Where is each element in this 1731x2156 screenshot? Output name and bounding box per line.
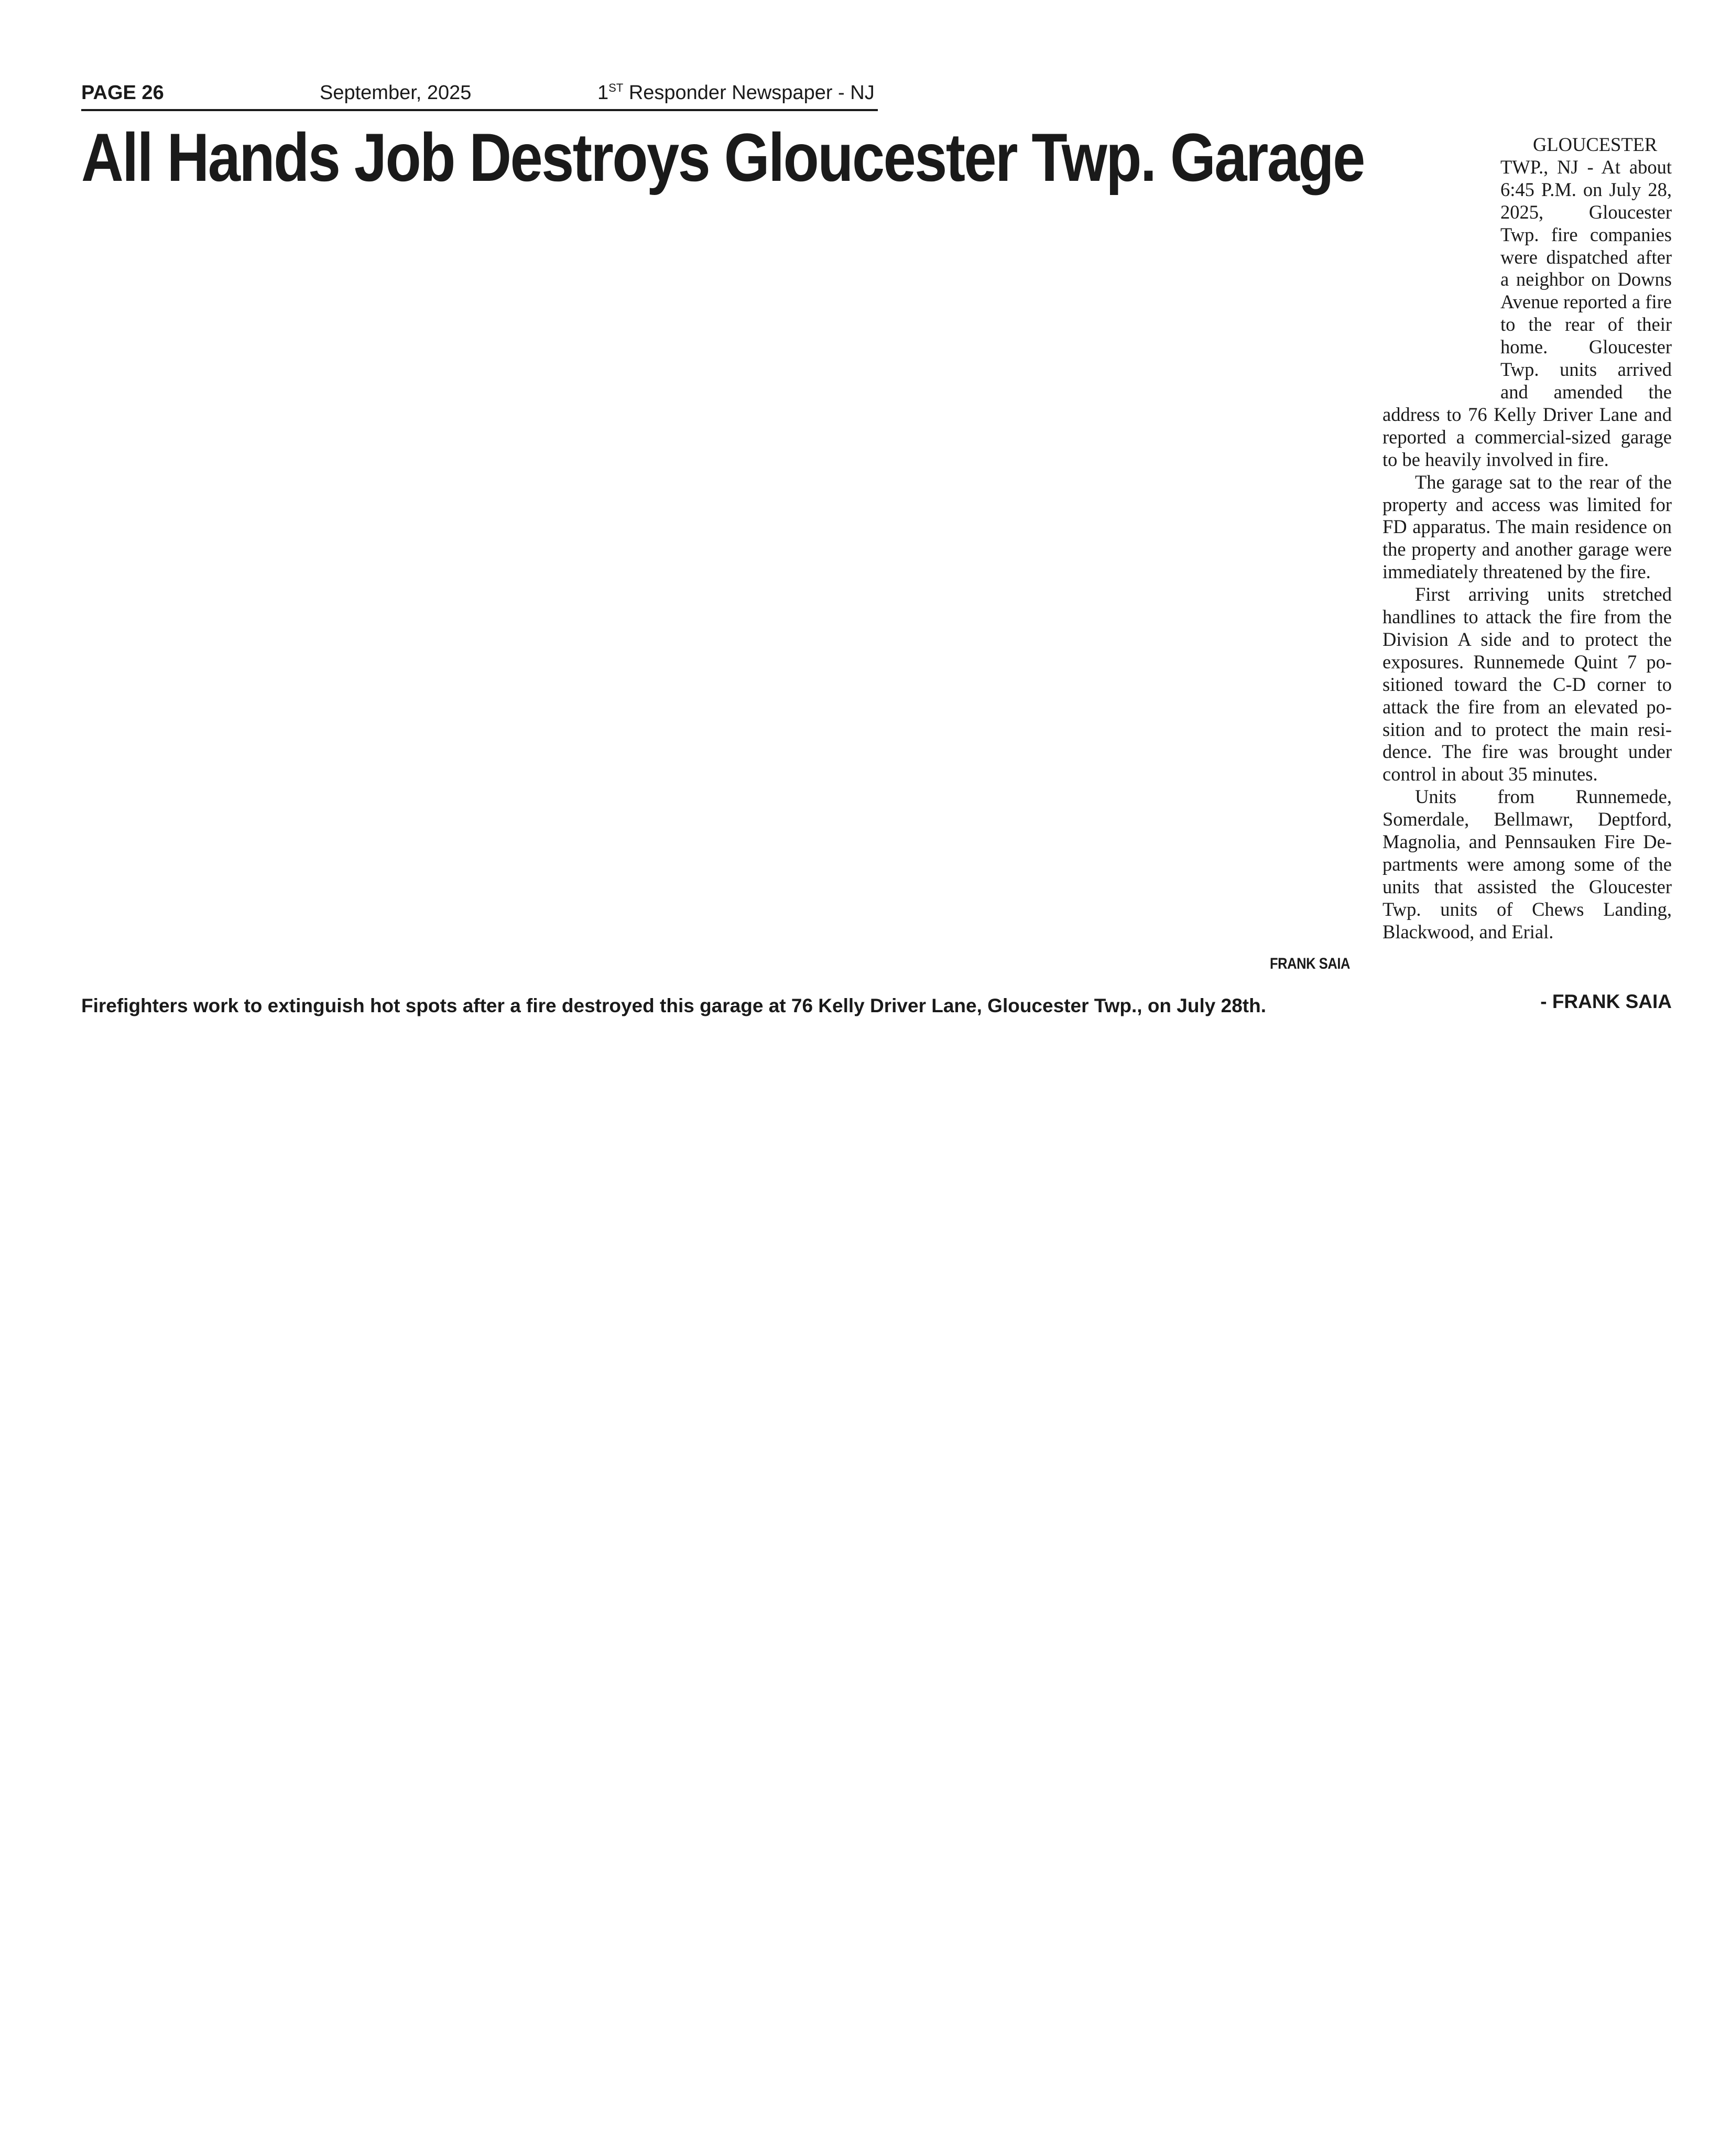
photo-wrap-space xyxy=(1382,134,1500,381)
photo-caption: Firefighters work to extinguish hot spots after a fire destroyed this garage at 76 Kelly Driver Lane, Gloucester Twp., on July 28th. xyxy=(81,995,1266,1016)
photo-credit: FRANK SAIA xyxy=(1270,955,1350,972)
issue-date: September, 2025 xyxy=(320,82,472,104)
page-header xyxy=(81,79,878,111)
page-number: PAGE 26 xyxy=(81,82,164,104)
article-paragraph: The garage sat to the rear of the property and access was limited for FD apparatus. The main residence on the property and another garage were immediately threatened by the fire. xyxy=(1382,471,1672,583)
headline: All Hands Job Destroys Gloucester Twp. Garage xyxy=(81,119,1364,196)
article-byline: - FRANK SAIA xyxy=(1540,991,1672,1012)
newspaper-title: Responder Newspaper - NJ xyxy=(623,82,875,104)
newspaper-name xyxy=(597,82,875,104)
article-paragraph: Units from Runnemede, Somerdale, Bellmawr, Deptford, Magnolia, and Pennsauken Fire Departments were among some of the units that assisted the Gloucester Twp. units of Chews Landing, Blackwood, and Erial. xyxy=(1382,786,1672,942)
article-paragraph: GLOUCESTER TWP., NJ - At about 6:45 P.M. on July 28, 2025, Gloucester Twp. fire companies were dispatched after a neighbor on Downs Avenue reported a fire to the rear of their home. Gloucester Twp. units arrived and amended the address to 76 Kelly Driver Lane and reported a commercial-sized garage to be heavily involved in fire. xyxy=(1382,134,1672,470)
article-body xyxy=(1382,134,1672,944)
article-paragraph: First arriving units stretched handlines to attack the fire from the Division A side and to protect the exposures. Runnemede Quint 7 positioned toward the C-D corner to attack the fire from an elevated position and to protect the main residence. The fire was brought under control in about 35 minutes. xyxy=(1382,583,1672,785)
photo-area xyxy=(81,210,1349,954)
newspaper-ordinal: 1 xyxy=(597,82,609,104)
newspaper-ordinal-suffix: ST xyxy=(608,81,624,94)
